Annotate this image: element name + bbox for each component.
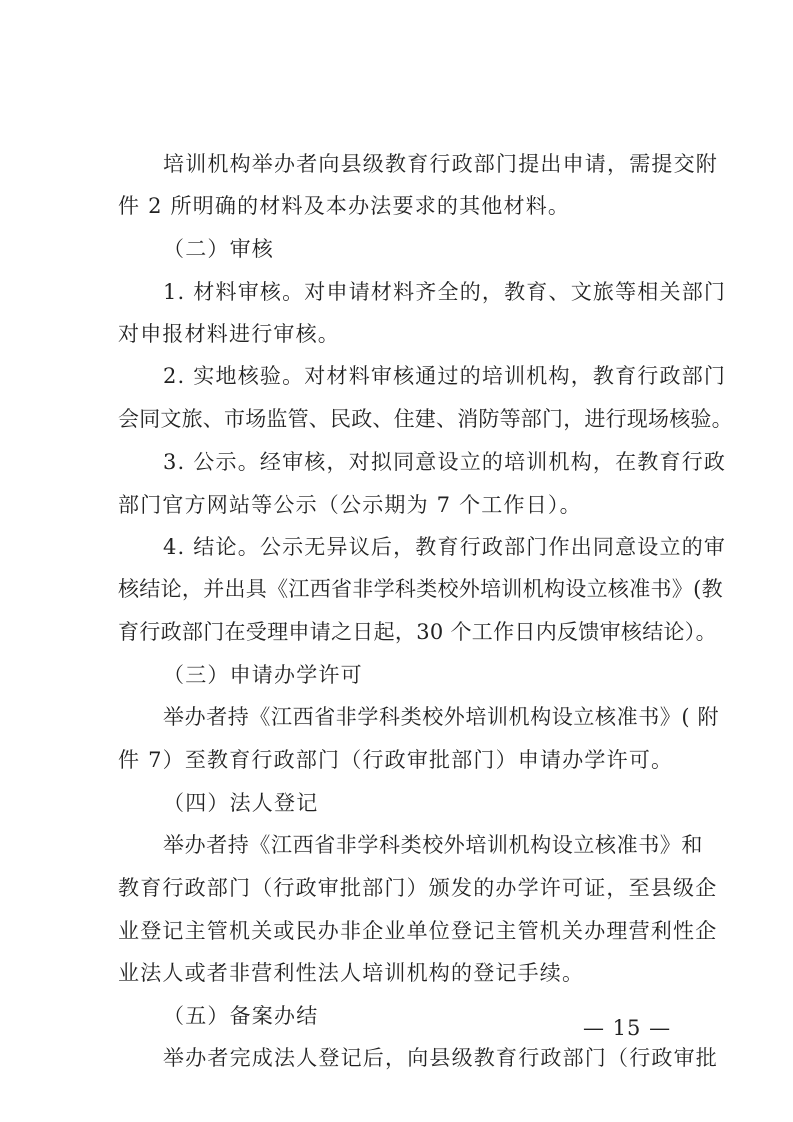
text-line: 件 7）至教育行政部门（行政审批部门）申请办学许可。: [118, 748, 674, 772]
text-line: 1. 材料审核。对申请材料齐全的，教育、文旅等相关部门: [163, 280, 727, 304]
text-line: 育行政部门在受理申请之日起，30 个工作日内反馈审核结论）。: [118, 620, 717, 644]
text-line: 举办者持《江西省非学科类校外培训机构设立核准书》和: [163, 833, 703, 857]
section-heading: （二）审核: [163, 237, 274, 261]
text-line: 4. 结论。公示无异议后，教育行政部门作出同意设立的审: [163, 535, 727, 559]
text-line: 培训机构举办者向县级教育行政部门提出申请，需提交附: [163, 152, 718, 176]
section-heading: （五）备案办结: [163, 1004, 319, 1028]
page-number: — 15 —: [583, 1016, 672, 1040]
text-line: 件 2 所明确的材料及本办法要求的其他材料。: [118, 194, 571, 218]
text-line: 业登记主管机关或民办非企业单位登记主管机关办理营利性企: [118, 919, 718, 943]
text-line: 举办者完成法人登记后，向县级教育行政部门（行政审批: [163, 1046, 718, 1070]
section-heading: （四）法人登记: [163, 791, 319, 815]
text-line: 2. 实地核验。对材料审核通过的培训机构，教育行政部门: [163, 364, 727, 388]
section-heading: （三）申请办学许可: [163, 663, 363, 687]
text-line: 教育行政部门（行政审批部门）颁发的办学许可证，至县级企: [118, 876, 718, 900]
text-line: 核结论，并出具《江西省非学科类校外培训机构设立核准书》(教: [118, 577, 723, 601]
text-line: 会同文旅、市场监管、民政、住建、消防等部门，进行现场核验。: [118, 407, 733, 431]
text-line: 部门官方网站等公示（公示期为 7 个工作日）。: [118, 493, 582, 517]
text-line: 3. 公示。经审核，对拟同意设立的培训机构，在教育行政: [163, 450, 727, 474]
text-line: 对申报材料进行审核。: [118, 322, 340, 346]
text-line: 业法人或者非营利性法人培训机构的登记手续。: [118, 961, 585, 985]
text-line: 举办者持《江西省非学科类校外培训机构设立核准书》( 附: [163, 705, 720, 729]
